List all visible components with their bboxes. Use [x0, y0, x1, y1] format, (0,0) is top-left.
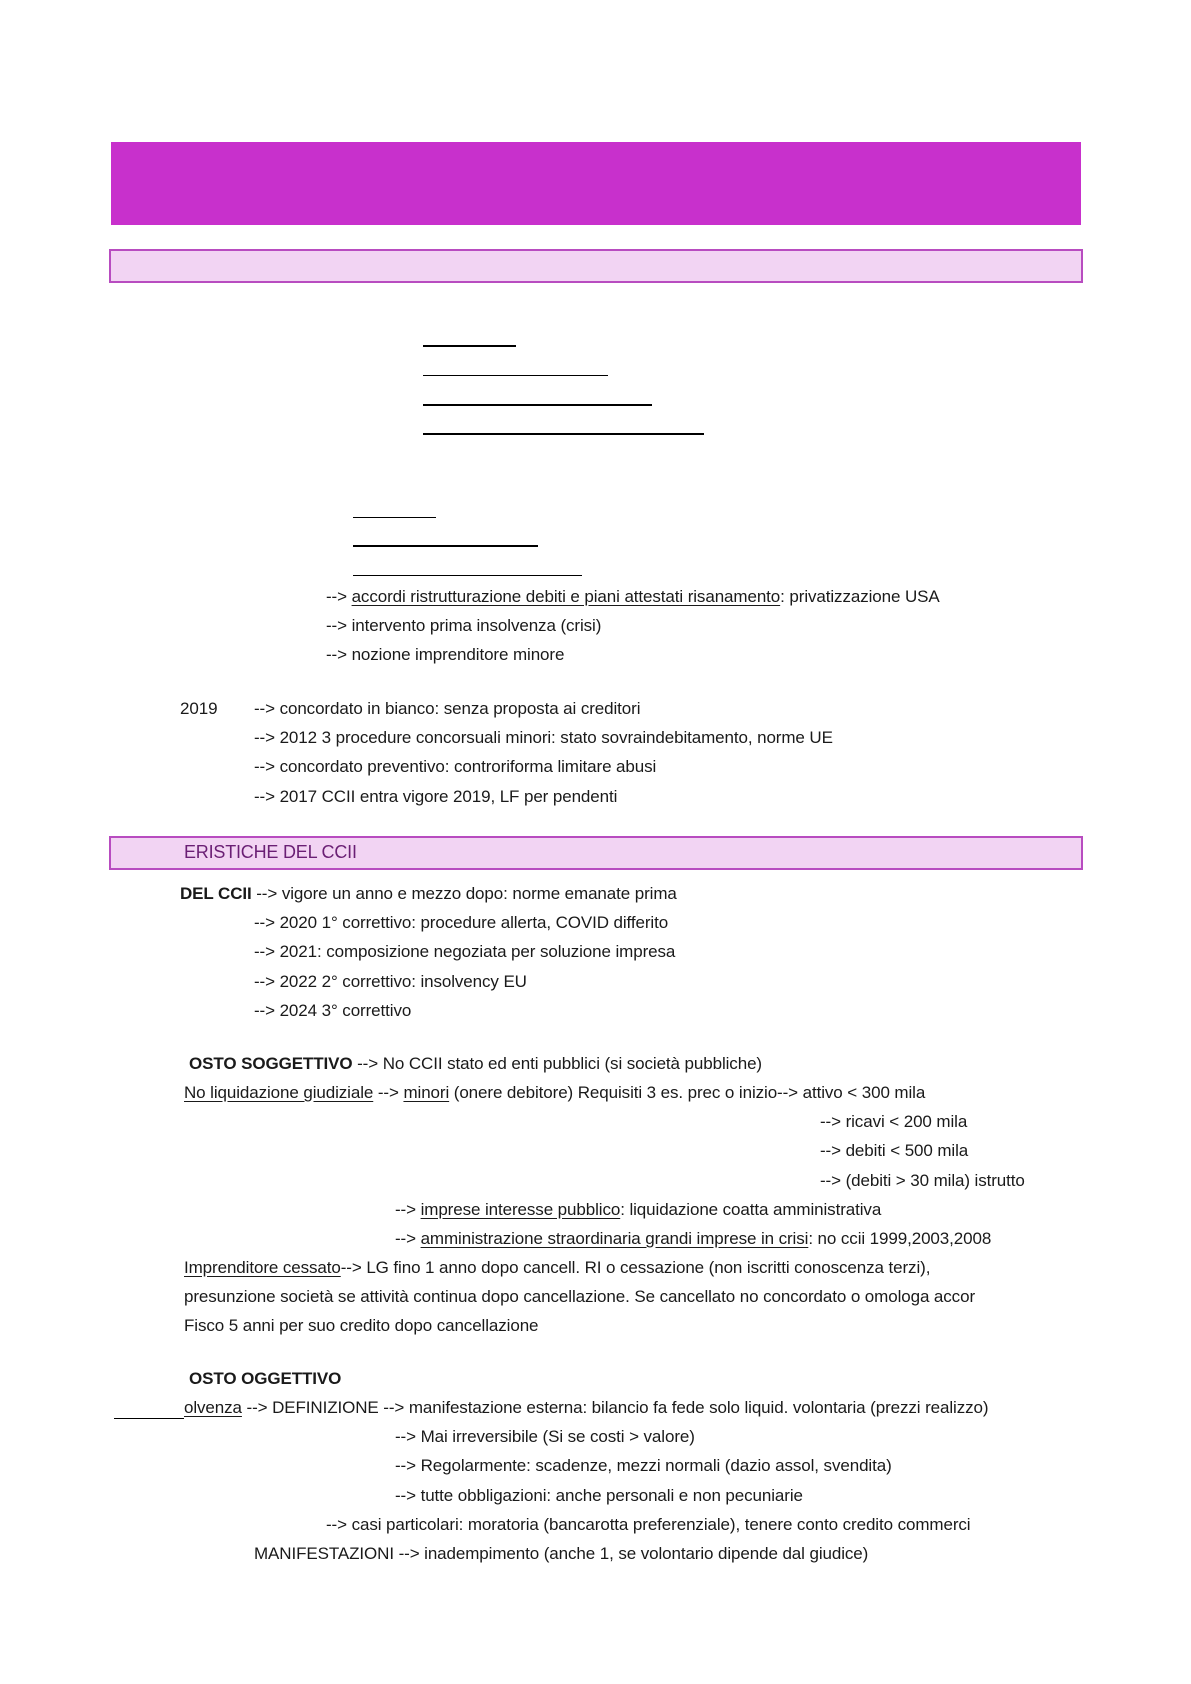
list-item: --> 2021: composizione negoziata per soluzione impresa — [254, 942, 676, 961]
item-text: --> DEFINIZIONE --> manifestazione esterna: bilancio fa fede solo liquid. volontaria (prezzi realizzo) — [241, 1398, 989, 1417]
item-text: (onere debitore) Requisiti 3 es. prec o inizio--> attivo < 300 mila — [449, 1083, 926, 1102]
underlined-term: amministrazione straordinaria grandi imprese in crisi — [420, 1229, 809, 1248]
list-item: --> tutte obbligazioni: anche personali e non pecuniarie — [395, 1486, 803, 1505]
bold-label: DEL CCII — [180, 884, 252, 903]
item-text: nozione imprenditore minore — [351, 645, 565, 664]
list-item: --> (debiti > 30 mila) istrutto — [820, 1171, 1025, 1190]
list-item: --> debiti < 500 mila — [820, 1141, 969, 1160]
underline-rule — [353, 545, 538, 547]
underlined-term: Imprenditore cessato — [184, 1258, 341, 1277]
section-header-2 — [109, 836, 1083, 870]
list-item: --> 2020 1° correttivo: procedure allerta, COVID differito — [254, 913, 669, 932]
underlined-term: minori — [403, 1083, 450, 1102]
list-item: --> ricavi < 200 mila — [820, 1112, 968, 1131]
underline-rule — [353, 517, 436, 518]
year-label: 2019 — [180, 699, 218, 718]
item-text: : privatizzazione USA — [780, 587, 940, 606]
underline-rule — [423, 404, 652, 406]
arrow: --> — [395, 1200, 421, 1219]
section-header-1 — [109, 249, 1083, 283]
arrow: --> — [373, 1083, 404, 1102]
list-item: --> casi particolari: moratoria (bancarotta preferenziale), tenere conto credito commerci — [326, 1515, 971, 1534]
oggettivo-heading — [189, 1368, 341, 1390]
list-item: --> concordato preventivo: controriforma limitare abusi — [254, 757, 657, 776]
bold-heading: OSTO SOGGETTIVO — [189, 1054, 353, 1073]
title-banner — [111, 142, 1081, 225]
list-item: --> Mai irreversibile (Si se costi > valore) — [395, 1427, 695, 1446]
underline-rule — [423, 375, 608, 376]
paragraph-line — [184, 1257, 930, 1279]
underline-rule — [353, 575, 582, 576]
section-title: ERISTICHE DEL CCII — [184, 842, 357, 862]
list-item — [326, 586, 940, 608]
underline-rule — [423, 345, 516, 347]
list-item: --> concordato in bianco: senza proposta ai creditori — [254, 699, 641, 718]
underlined-term: imprese interesse pubblico — [420, 1200, 621, 1219]
underlined-term: No liquidazione giudiziale — [184, 1083, 374, 1102]
soggettivo-heading — [189, 1053, 762, 1075]
arrow: --> — [326, 616, 352, 635]
underline-rule — [423, 433, 704, 435]
list-item — [395, 1228, 991, 1250]
list-item — [395, 1199, 881, 1221]
list-item — [180, 883, 677, 905]
underlined-term: accordi ristrutturazione debiti e piani attestati risanamento — [351, 587, 781, 606]
list-item: --> Regolarmente: scadenze, mezzi normali (dazio assol, svendita) — [395, 1456, 892, 1475]
item-text: --> vigore un anno e mezzo dopo: norme emanate prima — [251, 884, 677, 903]
item-text: intervento prima insolvenza (crisi) — [351, 616, 602, 635]
list-item: --> 2012 3 procedure concorsuali minori: stato sovraindebitamento, norme UE — [254, 728, 833, 747]
list-item — [184, 1397, 988, 1419]
item-text: : liquidazione coatta amministrativa — [620, 1200, 882, 1219]
item-text: : no ccii 1999,2003,2008 — [808, 1229, 992, 1248]
list-item: --> 2017 CCII entra vigore 2019, LF per pendenti — [254, 787, 618, 806]
arrow: --> — [326, 587, 352, 606]
bold-heading: OSTO OGGETTIVO — [189, 1369, 342, 1388]
paragraph-line: presunzione società se attività continua dopo cancellazione. Se cancellato no concordato o omologa accor — [184, 1287, 975, 1306]
item-text: --> LG fino 1 anno dopo cancell. RI o cessazione (non iscritti conoscenza terzi), — [340, 1258, 931, 1277]
list-item — [326, 615, 601, 637]
list-item: MANIFESTAZIONI --> inadempimento (anche 1, se volontario dipende dal giudice) — [254, 1544, 869, 1563]
list-item — [326, 644, 564, 666]
list-item: --> 2022 2° correttivo: insolvency EU — [254, 972, 527, 991]
list-item: --> 2024 3° correttivo — [254, 1001, 412, 1020]
underline-rule — [114, 1418, 184, 1419]
item-text: --> No CCII stato ed enti pubblici (si società pubbliche) — [352, 1054, 762, 1073]
arrow: --> — [326, 645, 352, 664]
paragraph-line: Fisco 5 anni per suo credito dopo cancellazione — [184, 1316, 539, 1335]
underlined-term: olvenza — [184, 1398, 242, 1417]
arrow: --> — [395, 1229, 421, 1248]
list-item — [184, 1082, 925, 1104]
